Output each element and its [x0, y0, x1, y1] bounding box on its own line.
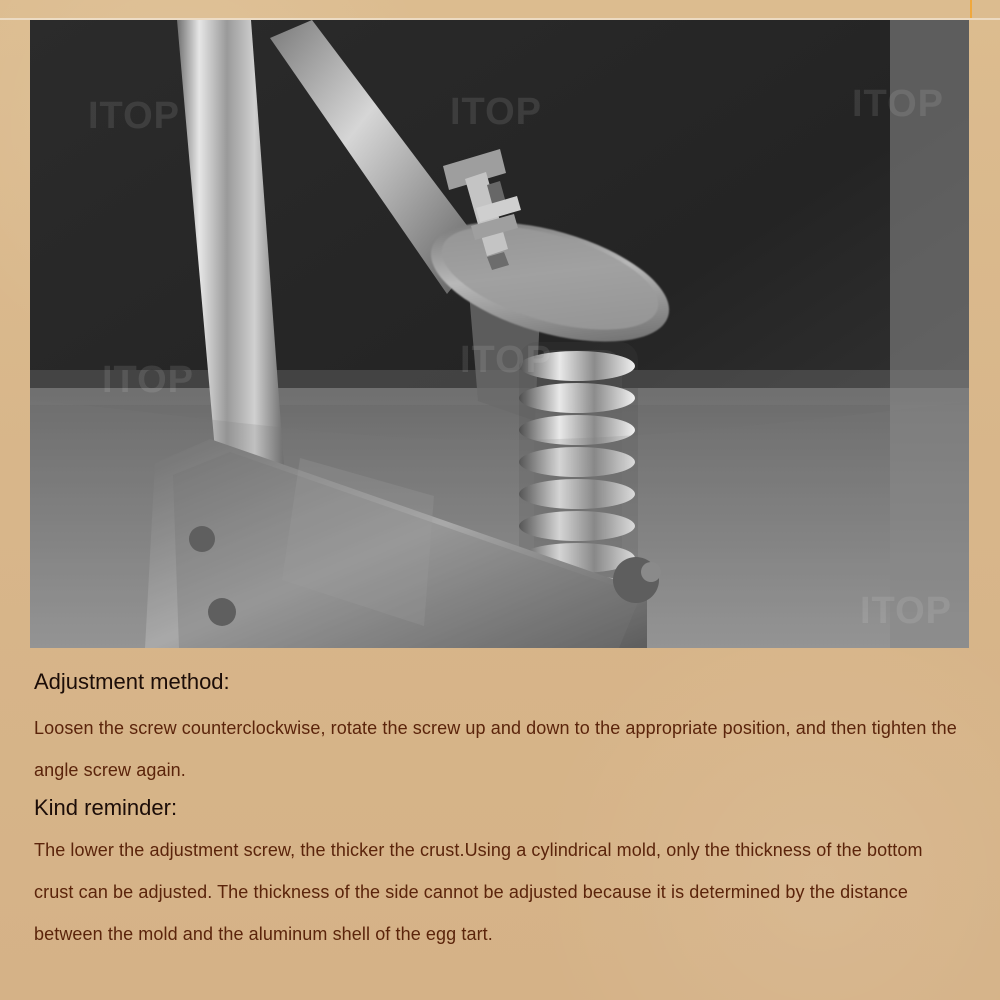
watermark-text: ITOP: [852, 83, 944, 125]
adjustment-heading: Adjustment method:: [34, 669, 230, 694]
watermark-text: ITOP: [460, 339, 552, 381]
product-photo: [30, 20, 969, 648]
instructions-section: [34, 665, 959, 955]
reminder-heading: Kind reminder:: [34, 795, 178, 820]
watermark-text: ITOP: [860, 590, 952, 632]
watermark-text: ITOP: [102, 359, 194, 401]
adjustment-body: Loosen the screw counterclockwise, rotate the screw up and down to the appropriate position, and then tighten the angle screw again.: [34, 718, 957, 780]
watermark-text: ITOP: [450, 91, 542, 133]
reminder-body: The lower the adjustment screw, the thicker the crust.Using a cylindrical mold, only the thickness of the bottom crust can be adjusted. The thickness of the side cannot be adjusted because it is determined by the distance between the mold and the aluminum shell of the egg tart.: [34, 840, 923, 944]
product-photo-illustration: [30, 20, 969, 648]
top-accent-line: [970, 0, 972, 18]
watermark-text: ITOP: [88, 95, 180, 137]
